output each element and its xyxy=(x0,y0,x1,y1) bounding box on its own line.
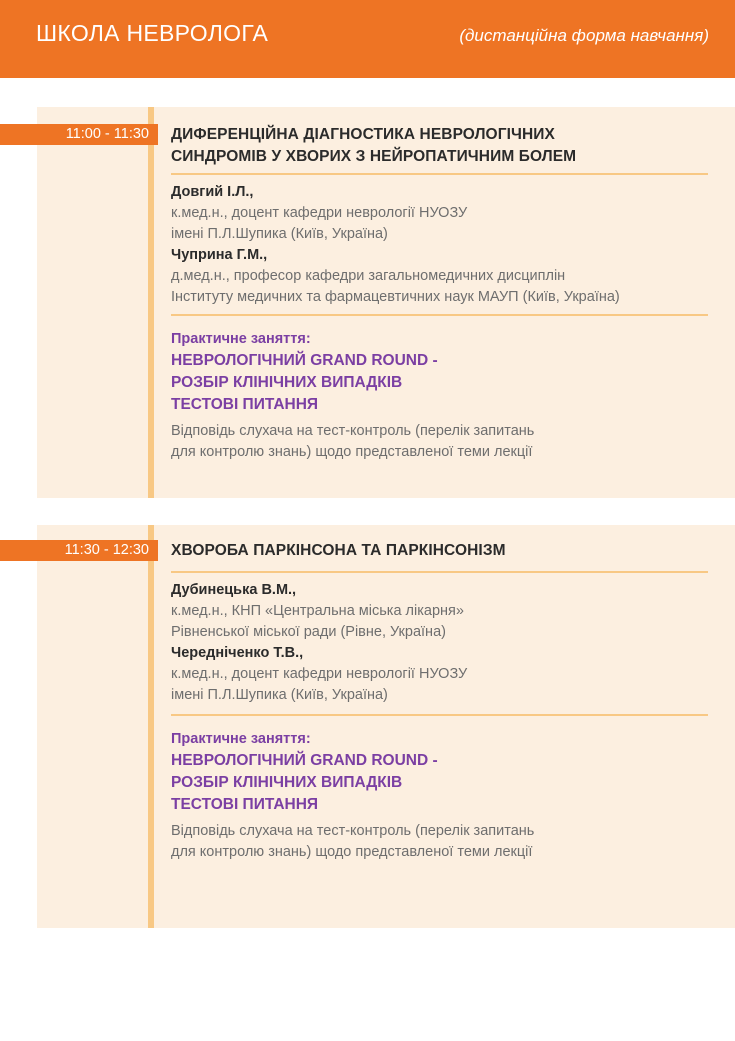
timeline-divider xyxy=(148,107,154,498)
practice-title-line: ТЕСТОВІ ПИТАННЯ xyxy=(171,796,319,813)
lecture-title-line: ХВОРОБА ПАРКІНСОНА ТА ПАРКІНСОНІЗМ xyxy=(171,542,506,559)
session-block xyxy=(37,107,735,498)
practice-note-line: Відповідь слухача на тест-контроль (перелік запитань xyxy=(171,423,535,439)
lecture-title-line: ДИФЕРЕНЦІЙНА ДІАГНОСТИКА НЕВРОЛОГІЧНИХ xyxy=(171,126,555,143)
speaker xyxy=(171,643,708,706)
practice-label: Практичне заняття: xyxy=(171,731,311,747)
page-header xyxy=(0,0,735,78)
time-label: 11:30 - 12:30 xyxy=(64,542,149,558)
divider-rule xyxy=(171,571,708,573)
lecture-title xyxy=(171,124,708,168)
speaker-affiliation: к.мед.н., КНП «Центральна міська лікарня» xyxy=(171,603,464,619)
session-content xyxy=(171,124,708,463)
divider-rule xyxy=(171,714,708,716)
divider-rule xyxy=(171,314,708,316)
practice-note xyxy=(171,421,708,463)
practice-note xyxy=(171,821,708,863)
speaker-affiliation: Інституту медичних та фармацевтичних наук МАУП (Київ, Україна) xyxy=(171,289,620,305)
practice-note-line: для контролю знань) щодо представленої теми лекції xyxy=(171,444,533,460)
speaker xyxy=(171,245,708,308)
practice-note-line: Відповідь слухача на тест-контроль (перелік запитань xyxy=(171,823,535,839)
timeline-divider xyxy=(148,525,154,928)
speaker-affiliation: к.мед.н., доцент кафедри неврології НУОЗУ xyxy=(171,666,468,682)
speaker xyxy=(171,182,708,245)
practice-title-line: РОЗБІР КЛІНІЧНИХ ВИПАДКІВ xyxy=(171,774,403,791)
speaker-affiliation: Рівненської міської ради (Рівне, Україна) xyxy=(171,624,446,640)
header-subtitle: (дистанційна форма навчання) xyxy=(459,26,709,45)
speaker-name: Дубинецька В.М., xyxy=(171,582,297,598)
speaker-affiliation: імені П.Л.Шупика (Київ, Україна) xyxy=(171,226,388,242)
session-content xyxy=(171,540,708,863)
time-badge xyxy=(0,124,158,145)
speaker-affiliation: д.мед.н., професор кафедри загальномедичних дисциплін xyxy=(171,268,566,284)
session-block xyxy=(37,525,735,928)
practice-title-line: ТЕСТОВІ ПИТАННЯ xyxy=(171,396,319,413)
speaker xyxy=(171,580,708,643)
time-badge xyxy=(0,540,158,561)
practice-label: Практичне заняття: xyxy=(171,331,311,347)
practice-title-line: НЕВРОЛОГІЧНИЙ GRAND ROUND - xyxy=(171,752,438,769)
practice-note-line: для контролю знань) щодо представленої теми лекції xyxy=(171,844,533,860)
speaker-name: Чуприна Г.М., xyxy=(171,247,268,263)
divider-rule xyxy=(171,173,708,175)
lecture-title-line: СИНДРОМІВ У ХВОРИХ З НЕЙРОПАТИЧНИМ БОЛЕМ xyxy=(171,148,577,165)
speaker-affiliation: к.мед.н., доцент кафедри неврології НУОЗУ xyxy=(171,205,468,221)
time-label: 11:00 - 11:30 xyxy=(65,126,149,142)
lecture-title xyxy=(171,540,708,562)
speaker-name: Довгий І.Л., xyxy=(171,184,254,200)
practice-title-line: НЕВРОЛОГІЧНИЙ GRAND ROUND - xyxy=(171,352,438,369)
speaker-affiliation: імені П.Л.Шупика (Київ, Україна) xyxy=(171,687,388,703)
practice-title-line: РОЗБІР КЛІНІЧНИХ ВИПАДКІВ xyxy=(171,374,403,391)
speaker-name: Чередніченко Т.В., xyxy=(171,645,304,661)
header-title: ШКОЛА НЕВРОЛОГА xyxy=(36,20,269,46)
